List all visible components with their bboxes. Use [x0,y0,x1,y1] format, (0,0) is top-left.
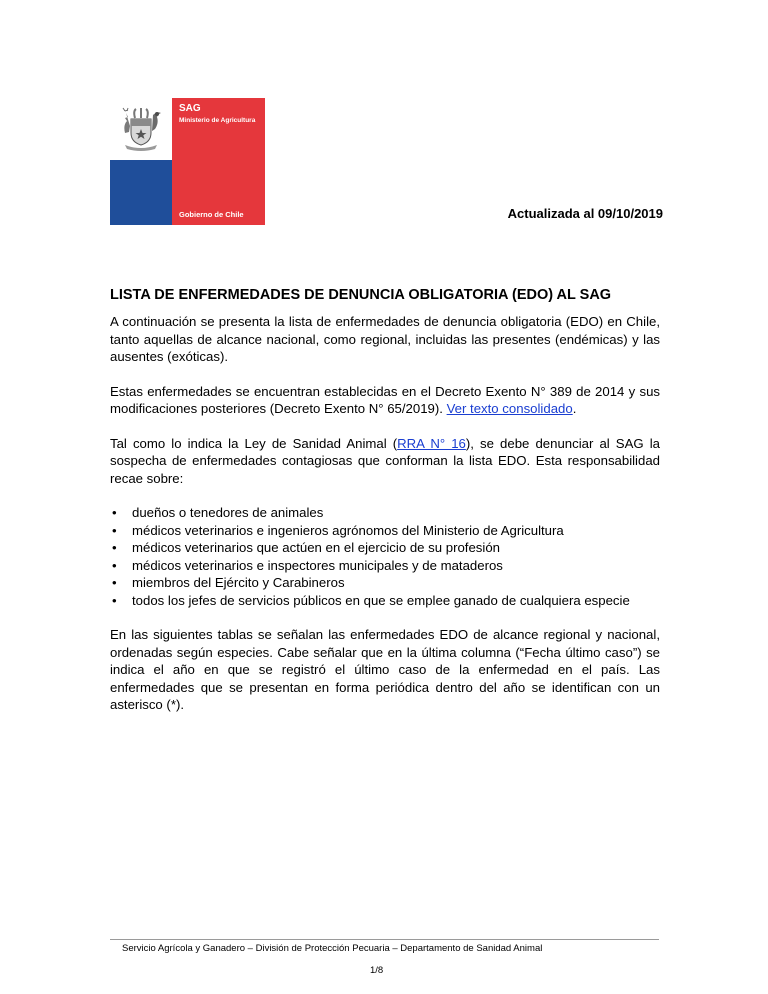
document-body [110,313,660,731]
page-title: LISTA DE ENFERMEDADES DE DENUNCIA OBLIGATORIA (EDO) AL SAG [110,287,612,303]
decree-end: . [572,401,577,416]
law-text-after: ), se debe denunciar al SAG la sospecha de enfermedades contagiosas que conforman la lista EDO. Esta responsabilidad recae sobre: [110,435,660,486]
logo-left-panel [110,98,172,225]
intro-paragraph: A continuación se presenta la lista de enfermedades de denuncia obligatoria (EDO) en Chile, tanto aquellas de alcance nacional, como regional, incluidas las presentes (endémicas) y las ausentes (exóticas). [110,314,660,364]
rra-16-link[interactable]: RRA N° 16 [397,435,466,451]
footer-text: Servicio Agrícola y Ganadero – División de Protección Pecuaria – Departamento de Sanidad Animal [122,943,543,954]
bullet-icon: • [112,505,117,520]
bullet-icon: • [112,557,117,573]
logo-subtitle: Ministerio de Agricultura [179,117,256,124]
law-text-before: Tal como lo indica la Ley de Sanidad Animal ( [110,435,398,451]
decree-paragraph [110,383,660,418]
list-item [110,592,660,610]
consolidated-text-link[interactable]: Ver texto consolidado [446,401,573,416]
footer-divider [110,939,659,940]
list-item-text: dueños o tenedores de animales [132,505,324,520]
bullet-icon: • [112,575,117,590]
responsibles-list [110,504,660,609]
list-item [110,522,660,540]
list-item-text: médicos veterinarios e inspectores municipales y de mataderos [132,557,503,573]
logo-red-block [172,98,265,225]
list-item [110,557,660,575]
coat-of-arms-icon [110,98,172,160]
logo-blue-block [110,160,172,225]
sag-logo [110,98,265,225]
list-item [110,504,660,522]
page-number: 1/8 [370,965,384,976]
bullet-icon: • [112,592,117,608]
list-item-text: todos los jefes de servicios públicos en que se emplee ganado de cualquiera especie [132,592,630,608]
bullet-icon: • [112,522,117,538]
decree-text: Estas enfermedades se encuentran establecidas en el Decreto Exento N° 389 de 2014 y sus modificaciones posteriores (Decreto Exento N° 65/2019). [110,383,660,416]
law-paragraph [110,435,660,488]
list-item-text: médicos veterinarios que actúen en el ejercicio de su profesión [132,540,500,555]
tables-paragraph: En las siguientes tablas se señalan las enfermedades EDO de alcance regional y nacional, ordenadas según especies. Cabe señalar que en la última columna (“Fecha último caso”) se indica el año en que se registró el último caso de la enfermedad en el país. Las enfermedades que se presentan en forma periódica dentro del año se identifican con un asterisco (*). [110,627,660,712]
list-item [110,539,660,557]
list-item-text: miembros del Ejército y Carabineros [132,575,345,590]
updated-date: Actualizada al 09/10/2019 [507,206,663,221]
bullet-icon: • [112,540,117,555]
logo-government: Gobierno de Chile [179,210,244,219]
logo-title: SAG [179,103,201,114]
list-item-text: médicos veterinarios e ingenieros agrónomos del Ministerio de Agricultura [132,522,564,538]
list-item [110,574,660,592]
